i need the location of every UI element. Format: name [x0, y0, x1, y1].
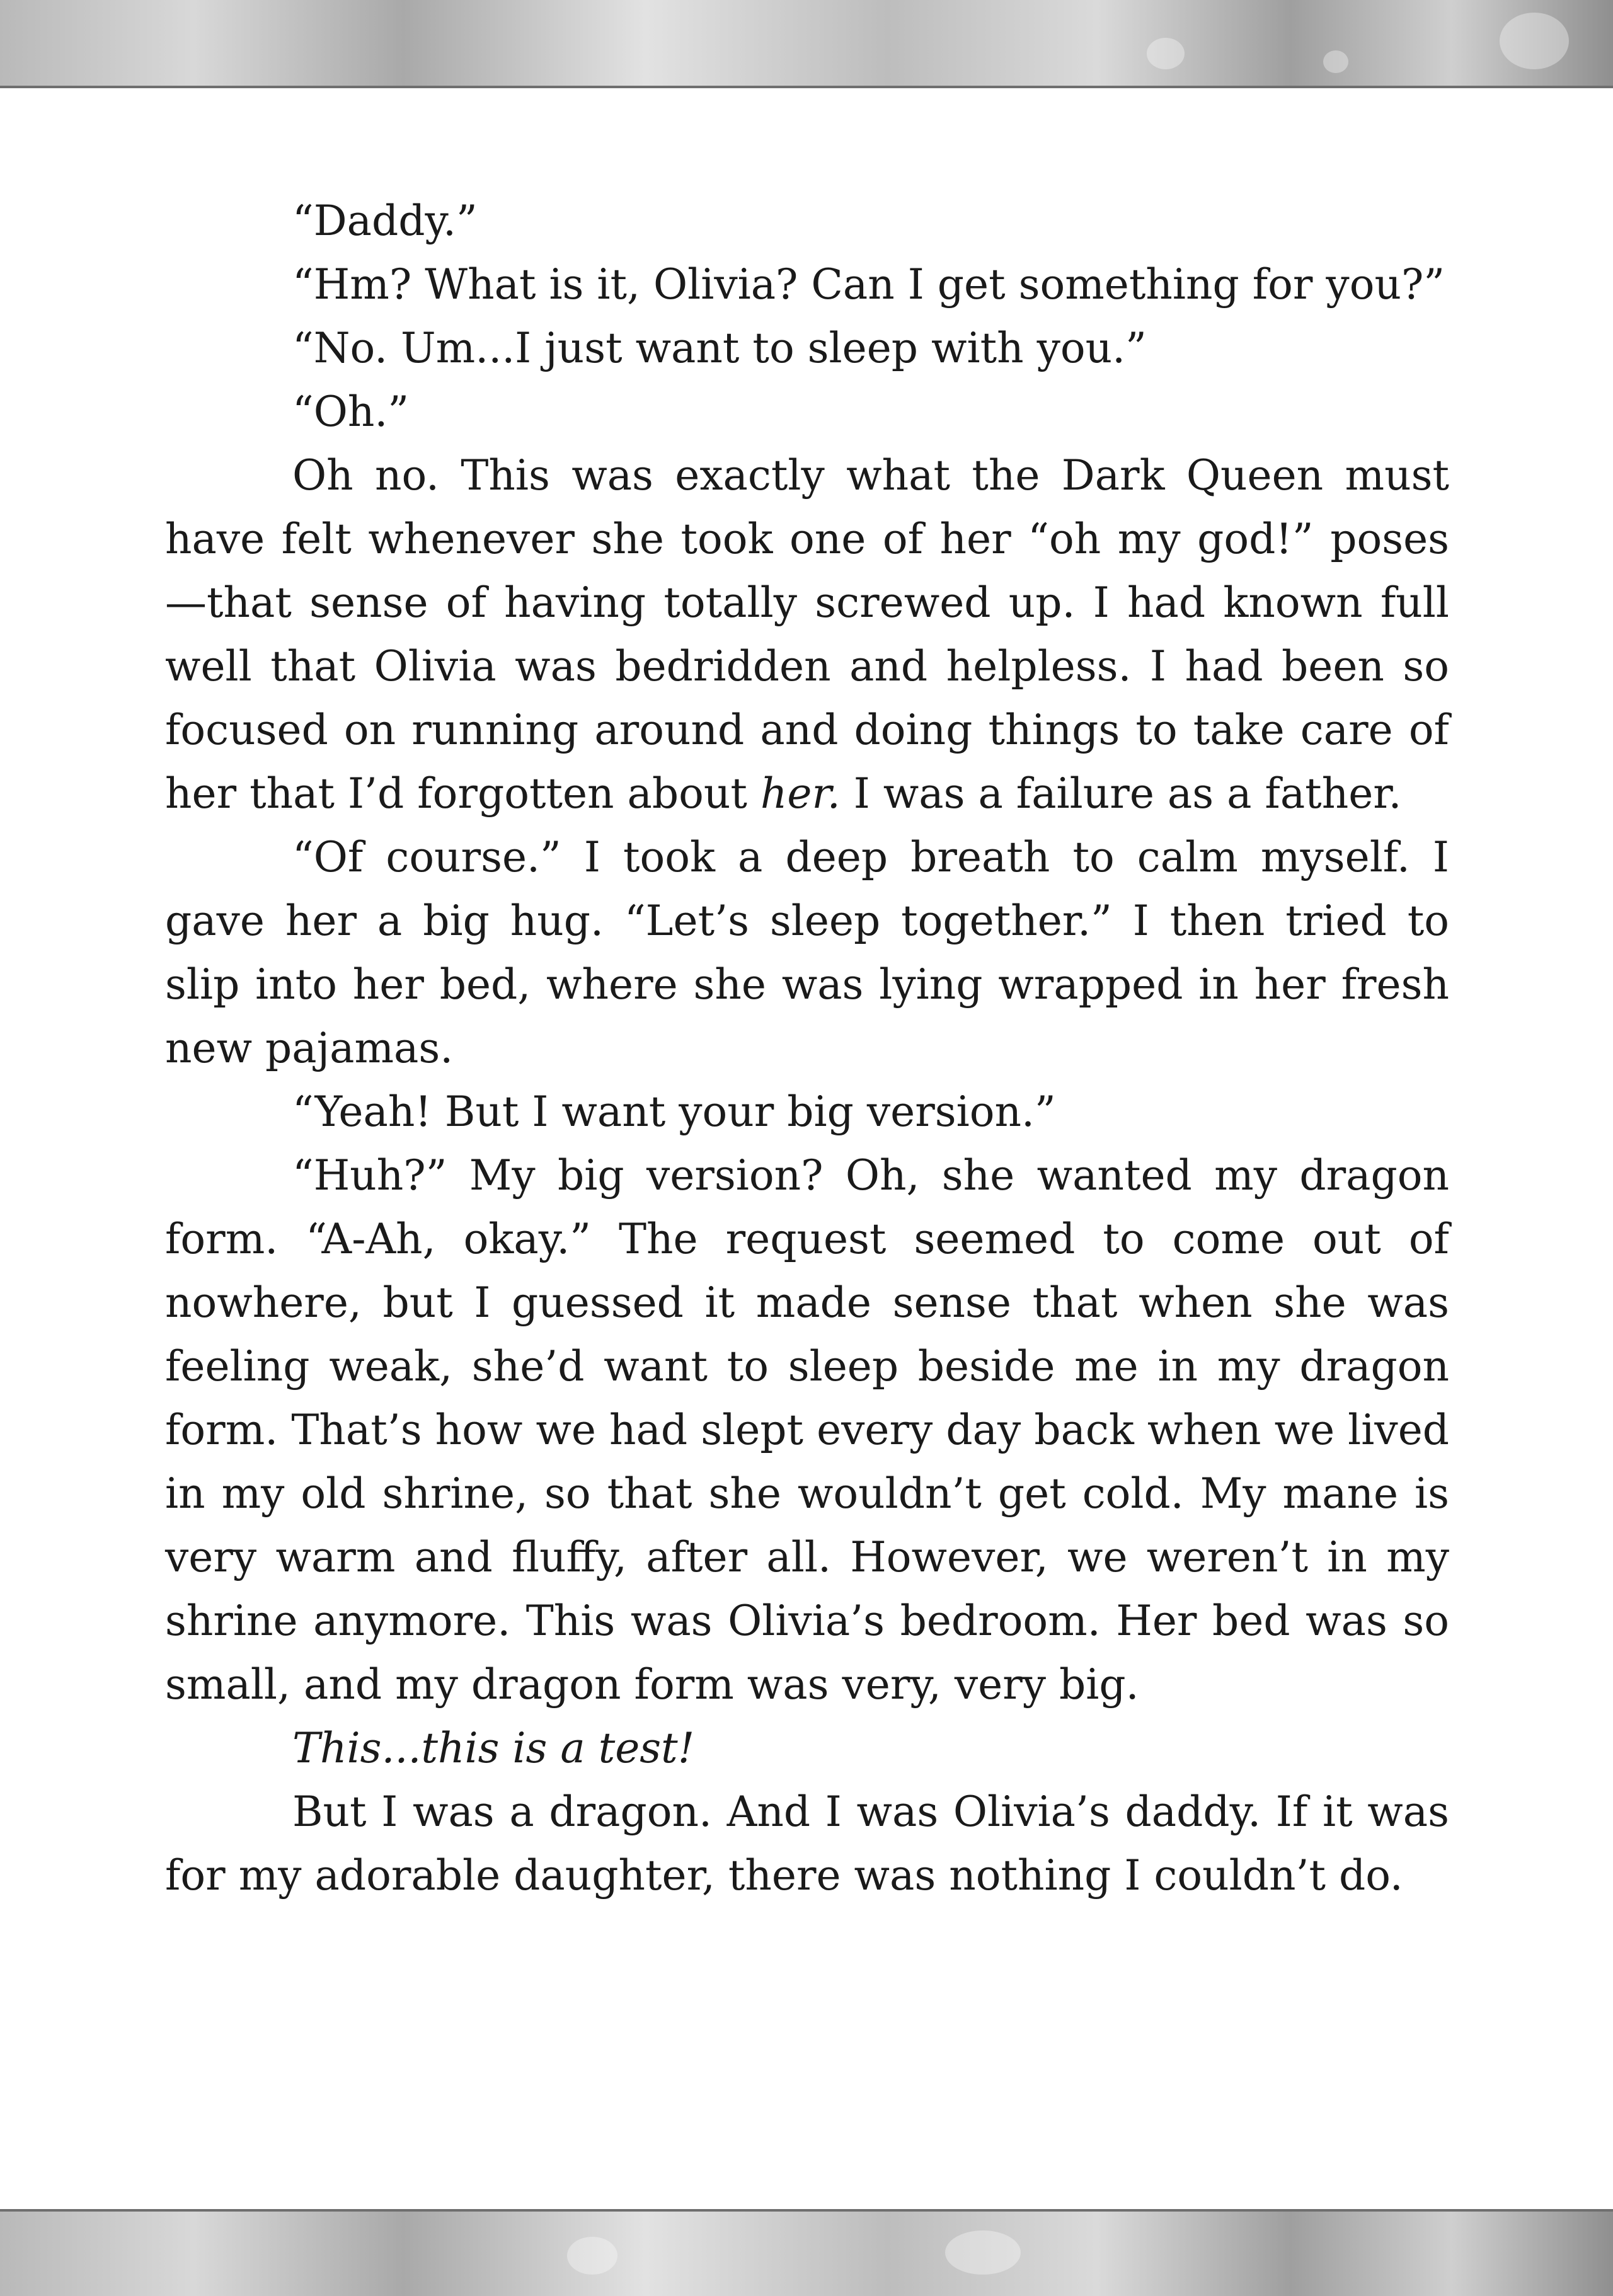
watercolor-blot	[1147, 38, 1185, 69]
text-run: “Of course.” I took a deep breath to calm myself. I gave her a big hug. “Let’s sleep together.” I then tried to slip into her bed, where she was lying wrapped in her fresh new pajamas.	[165, 833, 1449, 1072]
paragraph	[165, 1716, 1449, 1780]
text-run: “Oh.”	[292, 387, 410, 436]
text-run: “Huh?” My big version? Oh, she wanted my dragon form. “A-Ah, okay.” The request seemed to come out of nowhere, but I guessed it made sense that when she was feeling weak, she’d want to sleep beside me in my dragon form. That’s how we had slept every day back when we lived in my old shrine, so that she wouldn’t get cold. My mane is very warm and fluffy, after all. However, we weren’t in my shrine anymore. This was Olivia’s bedroom. Her bed was so small, and my dragon form was very, very big.	[165, 1151, 1449, 1709]
watercolor-blot	[567, 2237, 617, 2275]
paragraph	[165, 1780, 1449, 1907]
watercolor-blot	[1323, 50, 1348, 73]
watercolor-blot	[945, 2230, 1021, 2275]
paragraph	[165, 189, 1449, 253]
text-run: But I was a dragon. And I was Olivia’s daddy. If it was for my adorable daughter, there was nothing I couldn’t do.	[165, 1788, 1449, 1900]
paragraph	[165, 316, 1449, 380]
paragraph	[165, 253, 1449, 316]
paragraph	[165, 1080, 1449, 1144]
paragraph	[165, 444, 1449, 825]
text-run: “Hm? What is it, Olivia? Can I get something for you?”	[292, 260, 1445, 309]
paragraph	[165, 380, 1449, 444]
text-run: “No. Um...I just want to sleep with you.”	[292, 324, 1147, 372]
text-run: I was a failure as a father.	[840, 769, 1402, 818]
top-decorative-band	[0, 0, 1613, 88]
text-run: Oh no. This was exactly what the Dark Queen must have felt whenever she took one of her “oh my god!” poses—that sense of having totally screwed up. I had known full well that Olivia was bedridden and helpless. I had been so focused on running around and doing things to take care of her that I’d forgotten about	[165, 451, 1449, 818]
paragraph	[165, 825, 1449, 1080]
text-run: “Daddy.”	[292, 197, 478, 245]
watercolor-blot	[1500, 13, 1569, 69]
italic-text-run: her.	[760, 769, 841, 818]
bottom-decorative-band	[0, 2209, 1613, 2296]
text-run: “Yeah! But I want your big version.”	[292, 1088, 1056, 1136]
paragraph	[165, 1144, 1449, 1716]
italic-text-run: This...this is a test!	[292, 1724, 695, 1772]
body-text	[165, 189, 1449, 1907]
